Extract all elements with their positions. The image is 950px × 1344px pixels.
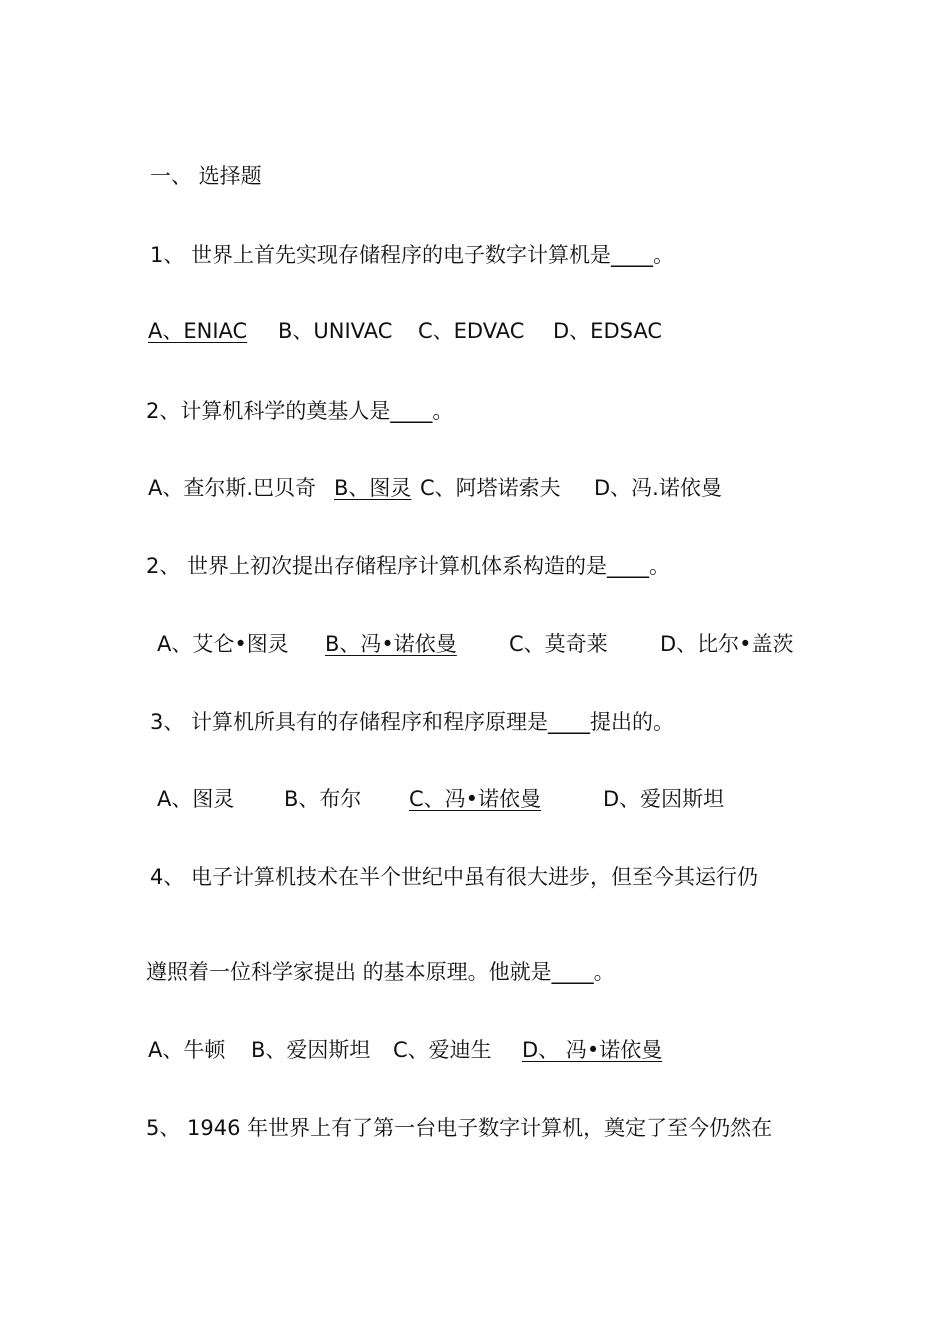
question-4-stem-line-1: 4、 电子计算机技术在半个世纪中虽有很大进步，但至今其运行仍 bbox=[150, 865, 759, 889]
question-1-stem: 1、 世界上首先实现存储程序的电子数字计算机是____。 bbox=[150, 243, 675, 267]
question-3-option-a: A、图灵 bbox=[157, 787, 235, 811]
question-3-option-d: D、爱因斯坦 bbox=[603, 787, 725, 811]
question-2b-option-b: B、冯•诺依曼 bbox=[325, 632, 457, 656]
section-title: 一、 选择题 bbox=[150, 164, 262, 188]
question-3-stem: 3、 计算机所具有的存储程序和程序原理是____提出的。 bbox=[150, 710, 675, 734]
question-3-option-b: B、布尔 bbox=[284, 787, 362, 811]
question-2b-option-c: C、莫奇莱 bbox=[509, 632, 608, 656]
question-2-option-d: D、冯.诺依曼 bbox=[594, 476, 722, 500]
question-1-option-a: A、ENIAC bbox=[148, 319, 248, 343]
question-1-option-d: D、EDSAC bbox=[553, 319, 662, 343]
question-4-option-b: B、爱因斯坦 bbox=[251, 1038, 371, 1062]
question-2b-stem: 2、 世界上初次提出存储程序计算机体系构造的是____。 bbox=[146, 554, 671, 578]
question-2-option-b: B、图灵 bbox=[334, 476, 412, 500]
question-2-stem: 2、计算机科学的奠基人是____。 bbox=[146, 399, 454, 423]
question-2b-option-a: A、艾仑•图灵 bbox=[157, 632, 289, 656]
question-1-option-c: C、EDVAC bbox=[418, 319, 525, 343]
question-2-option-c: C、阿塔诺索夫 bbox=[420, 476, 561, 500]
question-2b-option-d: D、比尔•盖茨 bbox=[660, 632, 794, 656]
question-4-option-c: C、爱迪生 bbox=[393, 1038, 492, 1062]
question-5-stem: 5、 1946 年世界上有了第一台电子数字计算机，奠定了至今仍然在 bbox=[146, 1116, 773, 1140]
question-2-option-a: A、查尔斯.巴贝奇 bbox=[148, 476, 317, 500]
question-4-option-d: D、 冯•诺依曼 bbox=[522, 1038, 663, 1062]
question-4-option-a: A、牛顿 bbox=[148, 1038, 226, 1062]
question-4-stem-line-2: 遵照着一位科学家提出 的基本原理。他就是____。 bbox=[146, 960, 615, 984]
question-3-option-c: C、冯•诺依曼 bbox=[409, 787, 542, 811]
question-1-option-b: B、UNIVAC bbox=[278, 319, 393, 343]
